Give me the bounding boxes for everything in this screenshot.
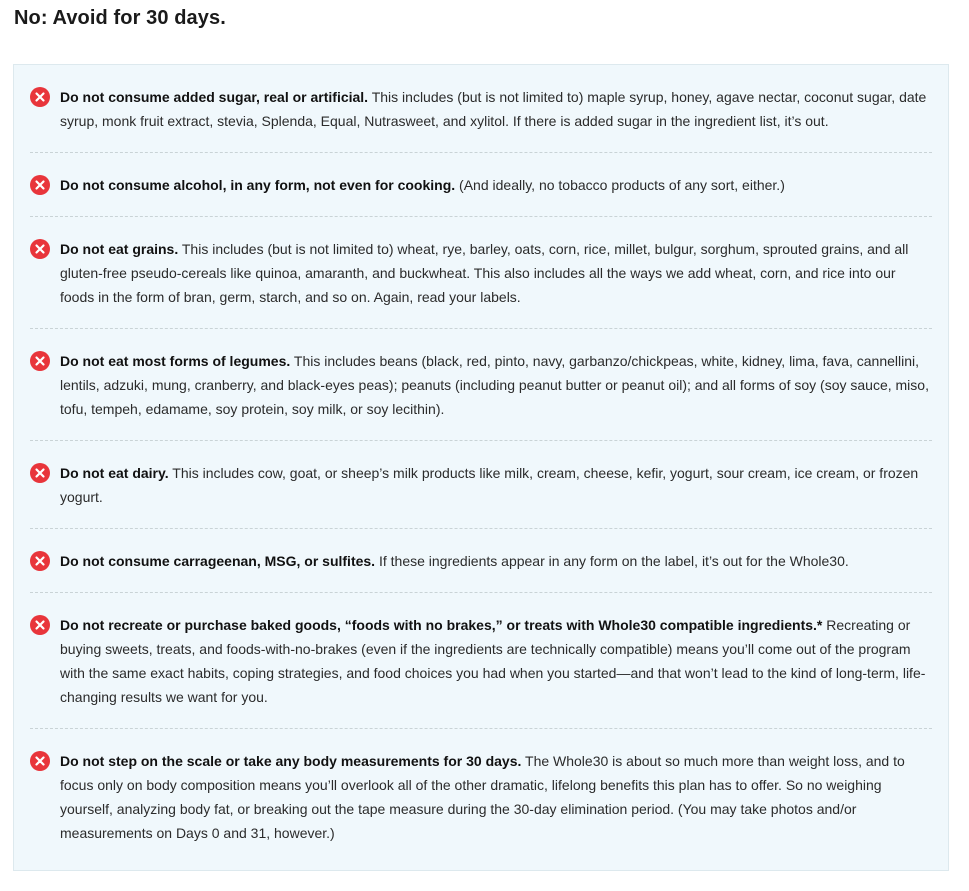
rule-description: The Whole30 is about so much more than weight loss, and to focus only on body composition means you’ll overlook all of the other dramatic, lifelong benefits this plan has to offer. So no weighing yourself, analyzing body fat, or breaking out the tape measure during the 30-day elimination period. (You may take photos and/or measurements on Days 0 and 31, however.) [60, 753, 905, 841]
list-item [30, 217, 932, 329]
close-circle-icon [30, 351, 50, 371]
rule-title: Do not recreate or purchase baked goods, “foods with no brakes,” or treats with Whole30 compatible ingredients.* [60, 617, 823, 633]
list-item [30, 593, 932, 729]
list-item [30, 153, 932, 217]
list-item [30, 441, 932, 529]
close-circle-icon [30, 615, 50, 635]
rule-title: Do not eat dairy. [60, 465, 169, 481]
rules-list [13, 64, 949, 871]
rule-title: Do not eat grains. [60, 241, 179, 257]
rule-description: This includes cow, goat, or sheep’s milk products like milk, cream, cheese, kefir, yogurt, sour cream, ice cream, or frozen yogurt. [60, 465, 919, 505]
rule-description: This includes beans (black, red, pinto, navy, garbanzo/chickpeas, white, kidney, lima, fava, cannellini, lentils, adzuki, mung, cranberry, and black-eyes peas); peanuts (including peanut butter or peanut oil); and all forms of soy (soy sauce, miso, tofu, tempeh, edamame, soy protein, soy milk, or soy lecithin). [60, 353, 929, 417]
close-circle-icon [30, 751, 50, 771]
rule-description: This includes (but is not limited to) maple syrup, honey, agave nectar, coconut sugar, date syrup, monk fruit extract, stevia, Splenda, Equal, Nutrasweet, and xylitol. If there is added sugar in the ingredient list, it’s out. [60, 89, 927, 129]
rule-description: Recreating or buying sweets, treats, and foods-with-no-brakes (even if the ingredients are technically compatible) means you’ll come out of the program with the same exact habits, coping strategies, and food choices you had when you started—and that won’t lead to the kind of long-term, life-changing results we want for you. [60, 617, 926, 705]
close-circle-icon [30, 87, 50, 107]
rule-title: Do not eat most forms of legumes. [60, 353, 291, 369]
rule-title: Do not consume alcohol, in any form, not even for cooking. [60, 177, 456, 193]
close-circle-icon [30, 463, 50, 483]
page-title: No: Avoid for 30 days. [14, 7, 226, 29]
list-item [30, 65, 932, 153]
rule-description: If these ingredients appear in any form on the label, it’s out for the Whole30. [375, 553, 849, 569]
rule-description: This includes (but is not limited to) wheat, rye, barley, oats, corn, rice, millet, bulgur, sorghum, sprouted grains, and all gluten-free pseudo-cereals like quinoa, amaranth, and buckwheat. This also includes all the ways we add wheat, corn, and rice into our foods in the form of bran, germ, starch, and so on. Again, read your labels. [60, 241, 909, 305]
rule-title: Do not consume carrageenan, MSG, or sulfites. [60, 553, 376, 569]
rule-description: (And ideally, no tobacco products of any sort, either.) [455, 177, 785, 193]
list-item [30, 329, 932, 441]
close-circle-icon [30, 239, 50, 259]
list-item [30, 529, 932, 593]
list-item [30, 729, 932, 864]
rule-title: Do not consume added sugar, real or artificial. [60, 89, 369, 105]
close-circle-icon [30, 551, 50, 571]
rule-title: Do not step on the scale or take any body measurements for 30 days. [60, 753, 522, 769]
close-circle-icon [30, 175, 50, 195]
